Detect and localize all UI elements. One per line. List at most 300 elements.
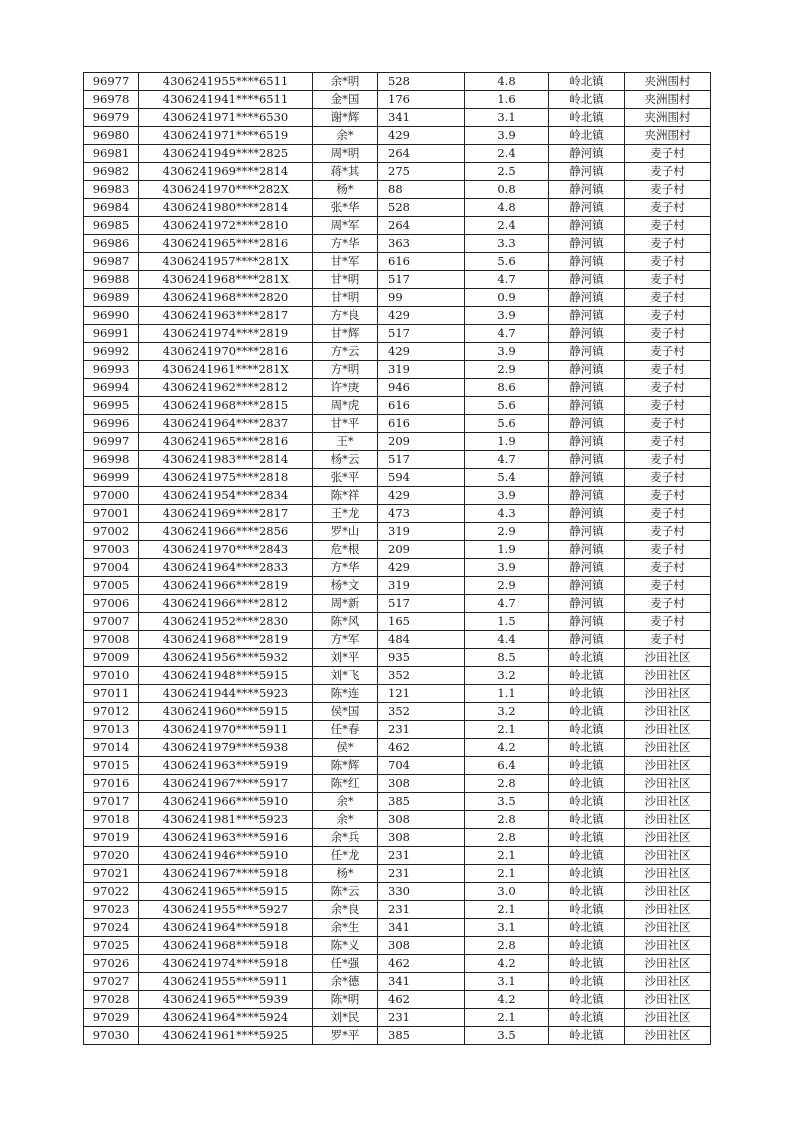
cell-town: 静河镇	[549, 379, 625, 397]
cell-village: 沙田社区	[625, 721, 711, 739]
cell-name: 余*明	[313, 73, 378, 91]
cell-value: 5.6	[465, 397, 549, 415]
cell-town: 岭北镇	[549, 703, 625, 721]
cell-town: 岭北镇	[549, 91, 625, 109]
cell-value: 3.1	[465, 919, 549, 937]
cell-town: 静河镇	[549, 559, 625, 577]
cell-town: 静河镇	[549, 469, 625, 487]
cell-town: 岭北镇	[549, 919, 625, 937]
cell-village: 麦子村	[625, 487, 711, 505]
cell-id-number: 4306241971****6530	[139, 109, 313, 127]
cell-row-number: 97025	[84, 937, 139, 955]
cell-row-number: 97028	[84, 991, 139, 1009]
cell-amount: 264	[378, 145, 465, 163]
cell-village: 麦子村	[625, 541, 711, 559]
cell-town: 静河镇	[549, 199, 625, 217]
cell-amount: 473	[378, 505, 465, 523]
cell-name: 甘*平	[313, 415, 378, 433]
cell-name: 刘*平	[313, 649, 378, 667]
cell-amount: 275	[378, 163, 465, 181]
cell-row-number: 97022	[84, 883, 139, 901]
cell-village: 沙田社区	[625, 685, 711, 703]
cell-row-number: 96998	[84, 451, 139, 469]
cell-name: 罗*山	[313, 523, 378, 541]
cell-row-number: 96994	[84, 379, 139, 397]
cell-amount: 429	[378, 559, 465, 577]
cell-village: 麦子村	[625, 271, 711, 289]
cell-value: 4.8	[465, 199, 549, 217]
cell-value: 5.6	[465, 253, 549, 271]
cell-name: 王*龙	[313, 505, 378, 523]
cell-name: 张*华	[313, 199, 378, 217]
cell-amount: 341	[378, 919, 465, 937]
cell-name: 许*庚	[313, 379, 378, 397]
table-row	[84, 397, 711, 415]
table-row	[84, 289, 711, 307]
cell-village: 沙田社区	[625, 649, 711, 667]
cell-name: 陈*义	[313, 937, 378, 955]
cell-name: 余*	[313, 127, 378, 145]
table-body	[84, 73, 711, 1045]
cell-id-number: 4306241970****5911	[139, 721, 313, 739]
table-row	[84, 901, 711, 919]
cell-town: 岭北镇	[549, 739, 625, 757]
cell-amount: 429	[378, 343, 465, 361]
cell-name: 方*良	[313, 307, 378, 325]
table-row	[84, 469, 711, 487]
cell-row-number: 97017	[84, 793, 139, 811]
cell-town: 静河镇	[549, 307, 625, 325]
cell-value: 0.8	[465, 181, 549, 199]
cell-village: 麦子村	[625, 289, 711, 307]
table-row	[84, 451, 711, 469]
cell-id-number: 4306241969****2817	[139, 505, 313, 523]
cell-town: 静河镇	[549, 505, 625, 523]
data-table	[83, 72, 711, 1045]
cell-town: 静河镇	[549, 523, 625, 541]
cell-value: 4.7	[465, 595, 549, 613]
cell-name: 余*兵	[313, 829, 378, 847]
cell-amount: 308	[378, 937, 465, 955]
cell-id-number: 4306241974****2819	[139, 325, 313, 343]
table-row	[84, 991, 711, 1009]
cell-town: 岭北镇	[549, 721, 625, 739]
cell-village: 麦子村	[625, 181, 711, 199]
cell-name: 余*生	[313, 919, 378, 937]
table-row	[84, 487, 711, 505]
cell-amount: 308	[378, 775, 465, 793]
table-row	[84, 559, 711, 577]
table-row	[84, 163, 711, 181]
cell-town: 岭北镇	[549, 937, 625, 955]
cell-id-number: 4306241963****5919	[139, 757, 313, 775]
cell-value: 2.9	[465, 361, 549, 379]
cell-value: 2.8	[465, 937, 549, 955]
cell-name: 陈*风	[313, 613, 378, 631]
cell-amount: 209	[378, 541, 465, 559]
table-row	[84, 739, 711, 757]
cell-value: 4.3	[465, 505, 549, 523]
table-row	[84, 595, 711, 613]
cell-id-number: 4306241979****5938	[139, 739, 313, 757]
table-row	[84, 343, 711, 361]
cell-value: 3.0	[465, 883, 549, 901]
cell-value: 2.1	[465, 901, 549, 919]
cell-value: 1.1	[465, 685, 549, 703]
cell-amount: 319	[378, 361, 465, 379]
cell-row-number: 97008	[84, 631, 139, 649]
cell-value: 4.7	[465, 451, 549, 469]
cell-value: 2.4	[465, 145, 549, 163]
cell-name: 罗*平	[313, 1027, 378, 1045]
cell-id-number: 4306241981****5923	[139, 811, 313, 829]
cell-id-number: 4306241964****5918	[139, 919, 313, 937]
cell-value: 5.6	[465, 415, 549, 433]
cell-amount: 165	[378, 613, 465, 631]
cell-town: 静河镇	[549, 433, 625, 451]
table-row	[84, 577, 711, 595]
cell-village: 麦子村	[625, 343, 711, 361]
cell-amount: 352	[378, 667, 465, 685]
cell-village: 沙田社区	[625, 793, 711, 811]
table-row	[84, 811, 711, 829]
cell-id-number: 4306241974****5918	[139, 955, 313, 973]
cell-value: 2.9	[465, 577, 549, 595]
cell-village: 夹洲围村	[625, 127, 711, 145]
cell-village: 麦子村	[625, 145, 711, 163]
cell-amount: 517	[378, 325, 465, 343]
cell-village: 麦子村	[625, 433, 711, 451]
cell-row-number: 97001	[84, 505, 139, 523]
cell-row-number: 96987	[84, 253, 139, 271]
cell-name: 刘*飞	[313, 667, 378, 685]
cell-id-number: 4306241968****2820	[139, 289, 313, 307]
cell-row-number: 97020	[84, 847, 139, 865]
cell-village: 夹洲围村	[625, 73, 711, 91]
cell-town: 岭北镇	[549, 973, 625, 991]
cell-value: 4.4	[465, 631, 549, 649]
cell-row-number: 97030	[84, 1027, 139, 1045]
cell-row-number: 96990	[84, 307, 139, 325]
cell-village: 麦子村	[625, 523, 711, 541]
cell-town: 静河镇	[549, 343, 625, 361]
cell-id-number: 4306241955****6511	[139, 73, 313, 91]
cell-amount: 231	[378, 847, 465, 865]
cell-value: 3.9	[465, 343, 549, 361]
cell-value: 5.4	[465, 469, 549, 487]
cell-id-number: 4306241946****5910	[139, 847, 313, 865]
cell-id-number: 4306241968****2815	[139, 397, 313, 415]
cell-value: 2.8	[465, 775, 549, 793]
cell-row-number: 97000	[84, 487, 139, 505]
cell-id-number: 4306241966****2812	[139, 595, 313, 613]
table-row	[84, 541, 711, 559]
table-row	[84, 685, 711, 703]
cell-village: 沙田社区	[625, 883, 711, 901]
cell-row-number: 96992	[84, 343, 139, 361]
cell-row-number: 96988	[84, 271, 139, 289]
cell-village: 麦子村	[625, 415, 711, 433]
cell-row-number: 97015	[84, 757, 139, 775]
cell-name: 方*军	[313, 631, 378, 649]
cell-amount: 616	[378, 397, 465, 415]
cell-value: 2.8	[465, 811, 549, 829]
cell-name: 谢*辉	[313, 109, 378, 127]
table-row	[84, 721, 711, 739]
table-row	[84, 757, 711, 775]
table-row	[84, 433, 711, 451]
cell-name: 周*明	[313, 145, 378, 163]
cell-village: 沙田社区	[625, 757, 711, 775]
cell-value: 8.6	[465, 379, 549, 397]
table-row	[84, 703, 711, 721]
cell-value: 3.2	[465, 703, 549, 721]
cell-value: 3.5	[465, 1027, 549, 1045]
cell-id-number: 4306241983****2814	[139, 451, 313, 469]
cell-town: 岭北镇	[549, 991, 625, 1009]
cell-id-number: 4306241964****2833	[139, 559, 313, 577]
cell-row-number: 97027	[84, 973, 139, 991]
cell-id-number: 4306241966****2819	[139, 577, 313, 595]
cell-amount: 462	[378, 955, 465, 973]
cell-id-number: 4306241961****281X	[139, 361, 313, 379]
cell-value: 3.1	[465, 973, 549, 991]
cell-town: 岭北镇	[549, 1009, 625, 1027]
table-row	[84, 883, 711, 901]
cell-row-number: 97029	[84, 1009, 139, 1027]
cell-amount: 330	[378, 883, 465, 901]
cell-village: 麦子村	[625, 379, 711, 397]
cell-village: 麦子村	[625, 469, 711, 487]
cell-id-number: 4306241969****2814	[139, 163, 313, 181]
cell-name: 任*龙	[313, 847, 378, 865]
cell-row-number: 96979	[84, 109, 139, 127]
cell-row-number: 97004	[84, 559, 139, 577]
cell-row-number: 96982	[84, 163, 139, 181]
cell-village: 沙田社区	[625, 865, 711, 883]
cell-amount: 517	[378, 271, 465, 289]
cell-village: 夹洲围村	[625, 109, 711, 127]
table-row	[84, 649, 711, 667]
cell-town: 岭北镇	[549, 811, 625, 829]
table-row	[84, 919, 711, 937]
table-row	[84, 253, 711, 271]
cell-village: 夹洲围村	[625, 91, 711, 109]
cell-id-number: 4306241965****2816	[139, 235, 313, 253]
cell-id-number: 4306241980****2814	[139, 199, 313, 217]
cell-name: 陈*红	[313, 775, 378, 793]
cell-village: 麦子村	[625, 361, 711, 379]
cell-amount: 935	[378, 649, 465, 667]
cell-id-number: 4306241968****5918	[139, 937, 313, 955]
table-row	[84, 1027, 711, 1045]
cell-row-number: 97007	[84, 613, 139, 631]
cell-value: 3.9	[465, 559, 549, 577]
cell-name: 余*良	[313, 901, 378, 919]
cell-id-number: 4306241964****2837	[139, 415, 313, 433]
cell-id-number: 4306241957****281X	[139, 253, 313, 271]
cell-amount: 385	[378, 793, 465, 811]
cell-value: 3.3	[465, 235, 549, 253]
cell-village: 麦子村	[625, 613, 711, 631]
cell-row-number: 96997	[84, 433, 139, 451]
cell-value: 4.7	[465, 271, 549, 289]
cell-id-number: 4306241944****5923	[139, 685, 313, 703]
cell-value: 2.1	[465, 721, 549, 739]
cell-value: 8.5	[465, 649, 549, 667]
cell-id-number: 4306241941****6511	[139, 91, 313, 109]
cell-id-number: 4306241952****2830	[139, 613, 313, 631]
cell-value: 3.2	[465, 667, 549, 685]
cell-row-number: 96999	[84, 469, 139, 487]
cell-village: 沙田社区	[625, 937, 711, 955]
cell-village: 沙田社区	[625, 739, 711, 757]
cell-town: 岭北镇	[549, 757, 625, 775]
cell-name: 金*国	[313, 91, 378, 109]
cell-amount: 484	[378, 631, 465, 649]
cell-row-number: 96981	[84, 145, 139, 163]
cell-row-number: 96986	[84, 235, 139, 253]
cell-amount: 462	[378, 739, 465, 757]
table-row	[84, 361, 711, 379]
cell-village: 麦子村	[625, 631, 711, 649]
cell-amount: 594	[378, 469, 465, 487]
cell-town: 静河镇	[549, 289, 625, 307]
cell-id-number: 4306241949****2825	[139, 145, 313, 163]
table-row	[84, 91, 711, 109]
cell-name: 余*德	[313, 973, 378, 991]
cell-row-number: 97009	[84, 649, 139, 667]
cell-village: 麦子村	[625, 325, 711, 343]
cell-town: 岭北镇	[549, 847, 625, 865]
cell-id-number: 4306241965****2816	[139, 433, 313, 451]
cell-row-number: 97012	[84, 703, 139, 721]
cell-town: 静河镇	[549, 235, 625, 253]
cell-id-number: 4306241972****2810	[139, 217, 313, 235]
cell-id-number: 4306241975****2818	[139, 469, 313, 487]
cell-name: 杨*	[313, 865, 378, 883]
cell-village: 沙田社区	[625, 1027, 711, 1045]
cell-row-number: 96995	[84, 397, 139, 415]
cell-name: 方*华	[313, 559, 378, 577]
cell-town: 静河镇	[549, 487, 625, 505]
table-row	[84, 325, 711, 343]
cell-village: 麦子村	[625, 217, 711, 235]
cell-name: 蒋*其	[313, 163, 378, 181]
cell-village: 麦子村	[625, 235, 711, 253]
cell-village: 麦子村	[625, 577, 711, 595]
table-row	[84, 235, 711, 253]
cell-value: 1.9	[465, 541, 549, 559]
cell-village: 沙田社区	[625, 703, 711, 721]
table-row	[84, 937, 711, 955]
cell-id-number: 4306241971****6519	[139, 127, 313, 145]
cell-name: 任*强	[313, 955, 378, 973]
cell-amount: 231	[378, 865, 465, 883]
table-row	[84, 217, 711, 235]
cell-id-number: 4306241956****5932	[139, 649, 313, 667]
cell-town: 岭北镇	[549, 865, 625, 883]
cell-id-number: 4306241954****2834	[139, 487, 313, 505]
table-row	[84, 307, 711, 325]
cell-amount: 528	[378, 73, 465, 91]
cell-amount: 341	[378, 109, 465, 127]
cell-name: 任*春	[313, 721, 378, 739]
table-row	[84, 415, 711, 433]
cell-name: 刘*民	[313, 1009, 378, 1027]
cell-town: 岭北镇	[549, 667, 625, 685]
cell-row-number: 96983	[84, 181, 139, 199]
table-row	[84, 973, 711, 991]
cell-town: 静河镇	[549, 577, 625, 595]
cell-village: 沙田社区	[625, 991, 711, 1009]
cell-name: 杨*	[313, 181, 378, 199]
cell-town: 静河镇	[549, 415, 625, 433]
cell-row-number: 96991	[84, 325, 139, 343]
cell-row-number: 96989	[84, 289, 139, 307]
cell-id-number: 4306241963****5916	[139, 829, 313, 847]
cell-row-number: 97016	[84, 775, 139, 793]
cell-value: 2.1	[465, 847, 549, 865]
cell-amount: 88	[378, 181, 465, 199]
cell-row-number: 96984	[84, 199, 139, 217]
cell-value: 2.1	[465, 1009, 549, 1027]
cell-name: 甘*明	[313, 289, 378, 307]
cell-village: 沙田社区	[625, 847, 711, 865]
cell-value: 4.7	[465, 325, 549, 343]
table-row	[84, 73, 711, 91]
cell-town: 静河镇	[549, 253, 625, 271]
cell-row-number: 97003	[84, 541, 139, 559]
cell-value: 1.6	[465, 91, 549, 109]
cell-row-number: 97023	[84, 901, 139, 919]
cell-row-number: 97013	[84, 721, 139, 739]
table-row	[84, 199, 711, 217]
cell-value: 1.9	[465, 433, 549, 451]
cell-name: 方*明	[313, 361, 378, 379]
table-row	[84, 127, 711, 145]
cell-name: 陈*辉	[313, 757, 378, 775]
cell-row-number: 97019	[84, 829, 139, 847]
cell-id-number: 4306241970****2843	[139, 541, 313, 559]
table-row	[84, 523, 711, 541]
cell-name: 陈*连	[313, 685, 378, 703]
cell-village: 麦子村	[625, 559, 711, 577]
cell-id-number: 4306241966****5910	[139, 793, 313, 811]
cell-value: 4.2	[465, 955, 549, 973]
cell-village: 麦子村	[625, 505, 711, 523]
cell-value: 4.2	[465, 991, 549, 1009]
cell-town: 岭北镇	[549, 793, 625, 811]
cell-value: 2.8	[465, 829, 549, 847]
cell-village: 麦子村	[625, 397, 711, 415]
cell-value: 1.5	[465, 613, 549, 631]
cell-id-number: 4306241955****5927	[139, 901, 313, 919]
cell-row-number: 96996	[84, 415, 139, 433]
cell-row-number: 96985	[84, 217, 139, 235]
cell-town: 静河镇	[549, 451, 625, 469]
cell-town: 静河镇	[549, 145, 625, 163]
cell-amount: 231	[378, 901, 465, 919]
cell-amount: 462	[378, 991, 465, 1009]
cell-row-number: 97011	[84, 685, 139, 703]
cell-town: 静河镇	[549, 397, 625, 415]
cell-row-number: 97014	[84, 739, 139, 757]
cell-town: 静河镇	[549, 361, 625, 379]
cell-name: 陈*云	[313, 883, 378, 901]
cell-amount: 616	[378, 415, 465, 433]
table-row	[84, 775, 711, 793]
